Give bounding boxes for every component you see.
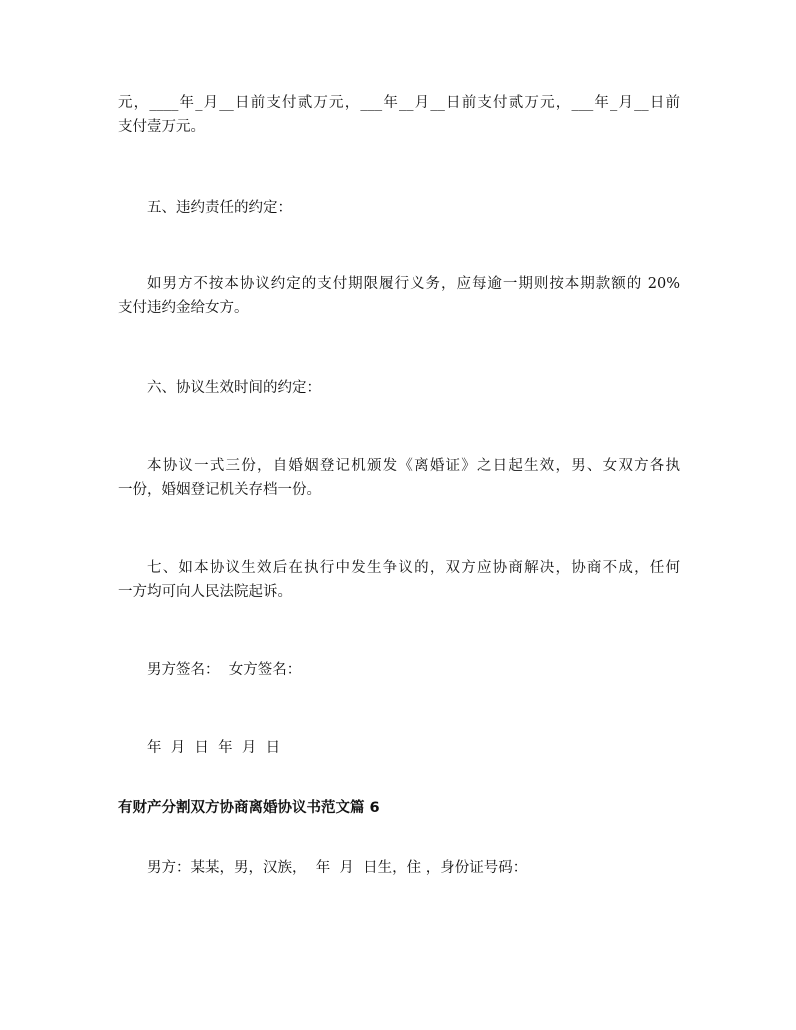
section-7-line-2: 一方均可向人民法院起诉。 [118,584,292,600]
section-7-paragraph [118,556,680,604]
male-party-paragraph [118,856,680,880]
article-title: 有财产分割双方协商离婚协议书范文篇 6 [118,800,380,816]
signature-line [118,658,680,682]
date-text: 年 月 日 年 月 日 [147,740,281,756]
section-6-title-text: 六、协议生效时间的约定： [147,380,321,396]
payment-schedule-line-2: 支付壹万元。 [118,119,205,135]
section-5-title-text: 五、违约责任的约定： [147,200,292,216]
section-6-body-line-2: 一份，婚姻登记机关存档一份。 [118,482,321,498]
section-5-body-line-2: 支付违约金给女方。 [118,300,249,316]
signature-text: 男方签名： 女方签名： [147,662,302,678]
section-5-body [118,272,680,320]
section-6-title [118,376,680,400]
section-5-body-line-1: 如男方不按本协议约定的支付期限履行义务，应每逾一期则按本期款额的 20% [147,276,680,292]
section-6-body [118,454,680,502]
male-party-text: 男方：某某，男，汉族， 年 月 日生，住 ，身份证号码： [147,860,528,876]
date-line [118,736,680,760]
section-7-line-1: 七、如本协议生效后在执行中发生争议的，双方应协商解决，协商不成，任何 [147,560,680,576]
section-5-title [118,196,680,220]
payment-schedule-line-1: 元，____年_月__日前支付贰万元，___年__月__日前支付贰万元，___年_月__日前 [118,95,680,111]
payment-schedule-paragraph [118,91,680,139]
section-6-body-line-1: 本协议一式三份，自婚姻登记机颁发《离婚证》之日起生效，男、女双方各执 [147,458,680,474]
